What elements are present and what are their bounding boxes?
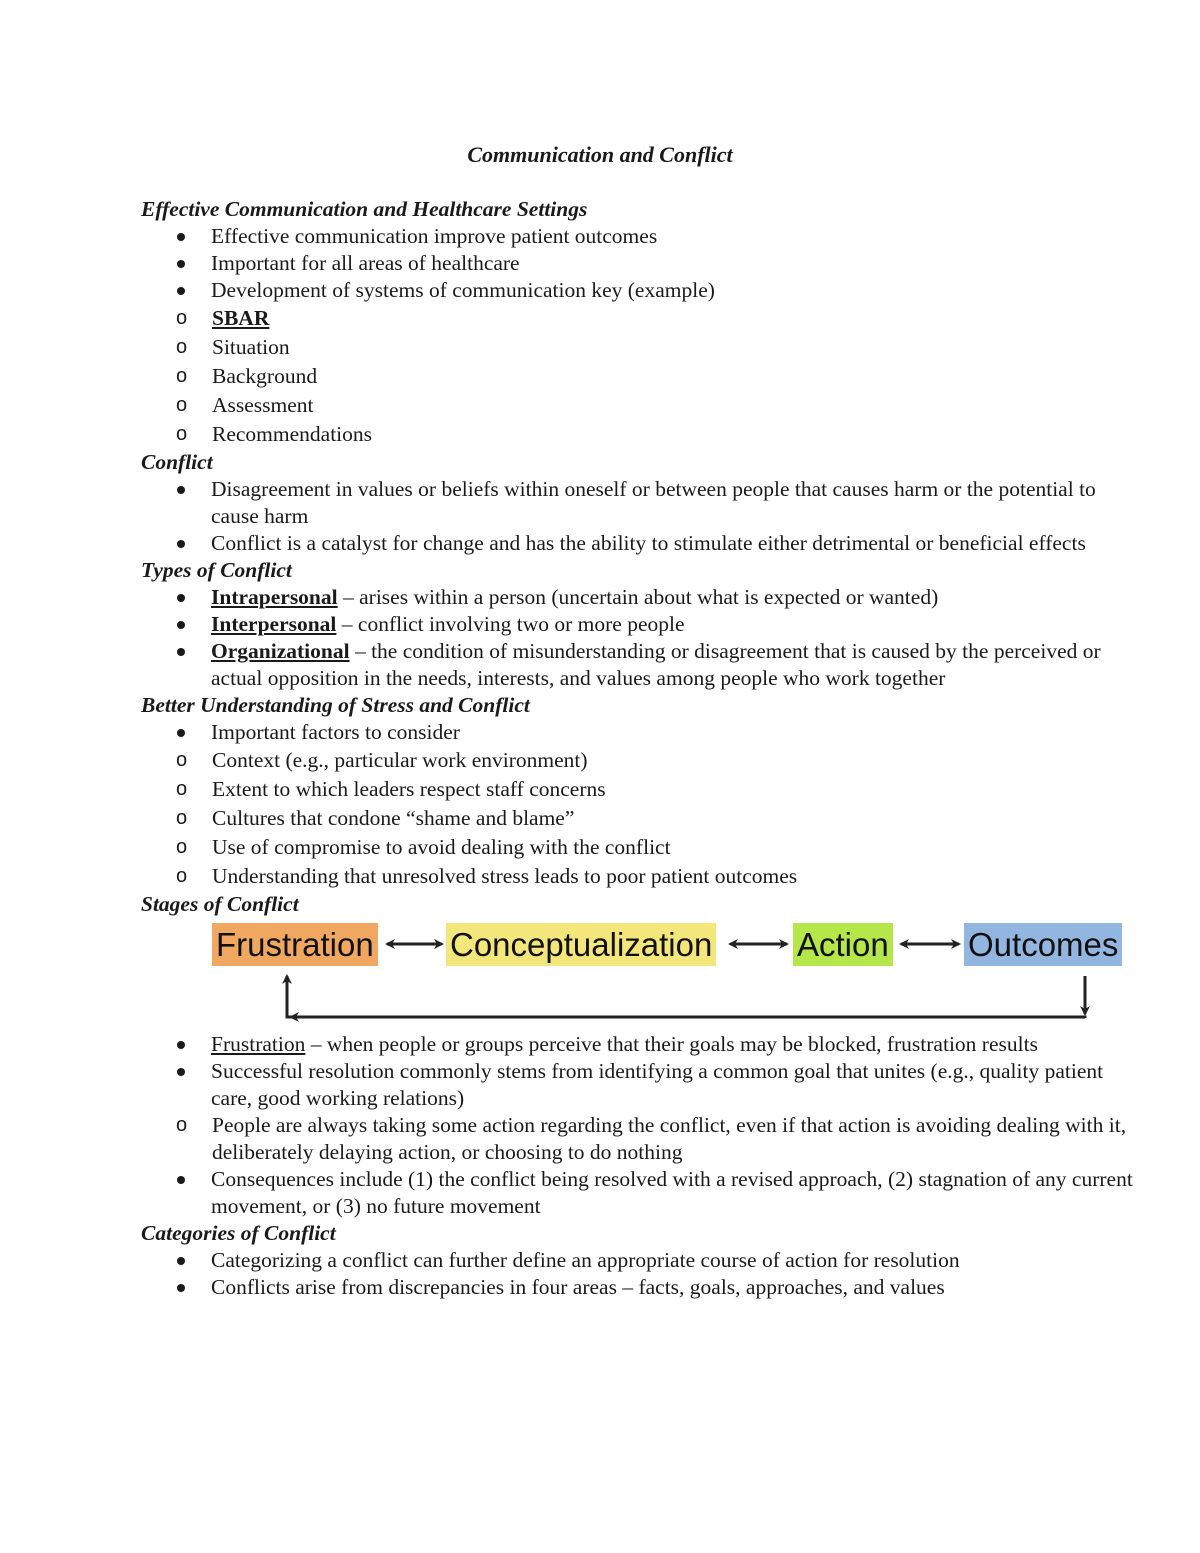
type-term: Intrapersonal: [211, 585, 338, 609]
section-heading-categories: Categories of Conflict: [141, 1221, 336, 1245]
section-heading-effective: Effective Communication and Healthcare Settings: [141, 197, 588, 221]
type-definition: – arises within a person (uncertain about what is expected or wanted): [337, 585, 939, 609]
frustration-term: Frustration: [211, 1032, 306, 1056]
stage-box-outcomes: Outcomes: [964, 923, 1122, 966]
list-item: [141, 1058, 1141, 1166]
section-heading-stress: Better Understanding of Stress and Conflict: [141, 693, 530, 717]
stage-box-frustration: Frustration: [212, 923, 378, 966]
sublist-item: o Recommendations: [141, 420, 1141, 449]
list-item: [141, 638, 1141, 692]
stage-box-conceptualization: Conceptualization: [446, 923, 716, 966]
document-title: Communication and Conflict: [467, 142, 733, 167]
categories-list: [141, 1247, 1141, 1301]
sublist-item: o Cultures that condone “shame and blame”: [141, 804, 1141, 833]
list-item: Disagreement in values or beliefs within oneself or between people that causes harm or the potential to cause harm: [141, 476, 1141, 530]
type-term: Organizational: [211, 639, 350, 663]
list-item: [141, 611, 1141, 638]
frustration-definition: – when people or groups perceive that their goals may be blocked, frustration results: [305, 1032, 1038, 1056]
action-sublist: [141, 1112, 1141, 1166]
list-item: Conflict is a catalyst for change and has the ability to stimulate either detrimental or beneficial effects: [141, 530, 1141, 557]
type-term: Interpersonal: [211, 612, 337, 636]
list-item: [141, 719, 1141, 891]
stages-diagram: [141, 918, 1141, 1036]
stress-list: [141, 719, 1141, 891]
list-item-text: Important factors to consider: [211, 720, 460, 744]
section-heading-stages: Stages of Conflict: [141, 892, 299, 916]
section-heading-types: Types of Conflict: [141, 558, 292, 582]
list-item: [141, 277, 1141, 449]
type-definition: – conflict involving two or more people: [336, 612, 685, 636]
list-item: Categorizing a conflict can further define an appropriate course of action for resolution: [141, 1247, 1141, 1274]
list-item: Important for all areas of healthcare: [141, 250, 1141, 277]
sublist-item: o Assessment: [141, 391, 1141, 420]
sublist-item: o Situation: [141, 333, 1141, 362]
sublist-item: o Understanding that unresolved stress leads to poor patient outcomes: [141, 862, 1141, 891]
section-heading-conflict: Conflict: [141, 450, 213, 474]
list-item: [141, 584, 1141, 611]
list-item: [141, 1031, 1141, 1058]
types-list: [141, 584, 1141, 692]
list-item-text: Successful resolution commonly stems from identifying a common goal that unites (e.g., quality patient care, good working relations): [211, 1059, 1104, 1110]
list-item: Effective communication improve patient outcomes: [141, 223, 1141, 250]
document-body: [141, 196, 1141, 1301]
list-item-text: Development of systems of communication key (example): [211, 278, 715, 302]
sublist-item: o Extent to which leaders respect staff concerns: [141, 775, 1141, 804]
sbar-term: SBAR: [212, 306, 270, 330]
conflict-list: [141, 476, 1141, 557]
stages-arrows: [141, 918, 1141, 1036]
return-arrow: [287, 976, 1085, 1018]
stages-list: [141, 1031, 1141, 1220]
sublist-item: o Use of compromise to avoid dealing with the conflict: [141, 833, 1141, 862]
sublist-item: o People are always taking some action regarding the conflict, even if that action is avoiding dealing with it, deliberately delaying action, or choosing to do nothing: [141, 1112, 1141, 1166]
list-item: Consequences include (1) the conflict being resolved with a revised approach, (2) stagnation of any current movement, or (3) no future movement: [141, 1166, 1141, 1220]
sublist-item: [141, 304, 1141, 333]
sbar-sublist: [141, 304, 1141, 449]
sublist-item: o Context (e.g., particular work environment): [141, 746, 1141, 775]
stage-box-action: Action: [793, 923, 893, 966]
list-item: Conflicts arise from discrepancies in four areas – facts, goals, approaches, and values: [141, 1274, 1141, 1301]
type-definition: – the condition of misunderstanding or disagreement that is caused by the perceived or actual opposition in the needs, interests, and values among people who work together: [211, 639, 1101, 690]
effective-list: [141, 223, 1141, 449]
factors-sublist: [141, 746, 1141, 891]
sublist-item: o Background: [141, 362, 1141, 391]
